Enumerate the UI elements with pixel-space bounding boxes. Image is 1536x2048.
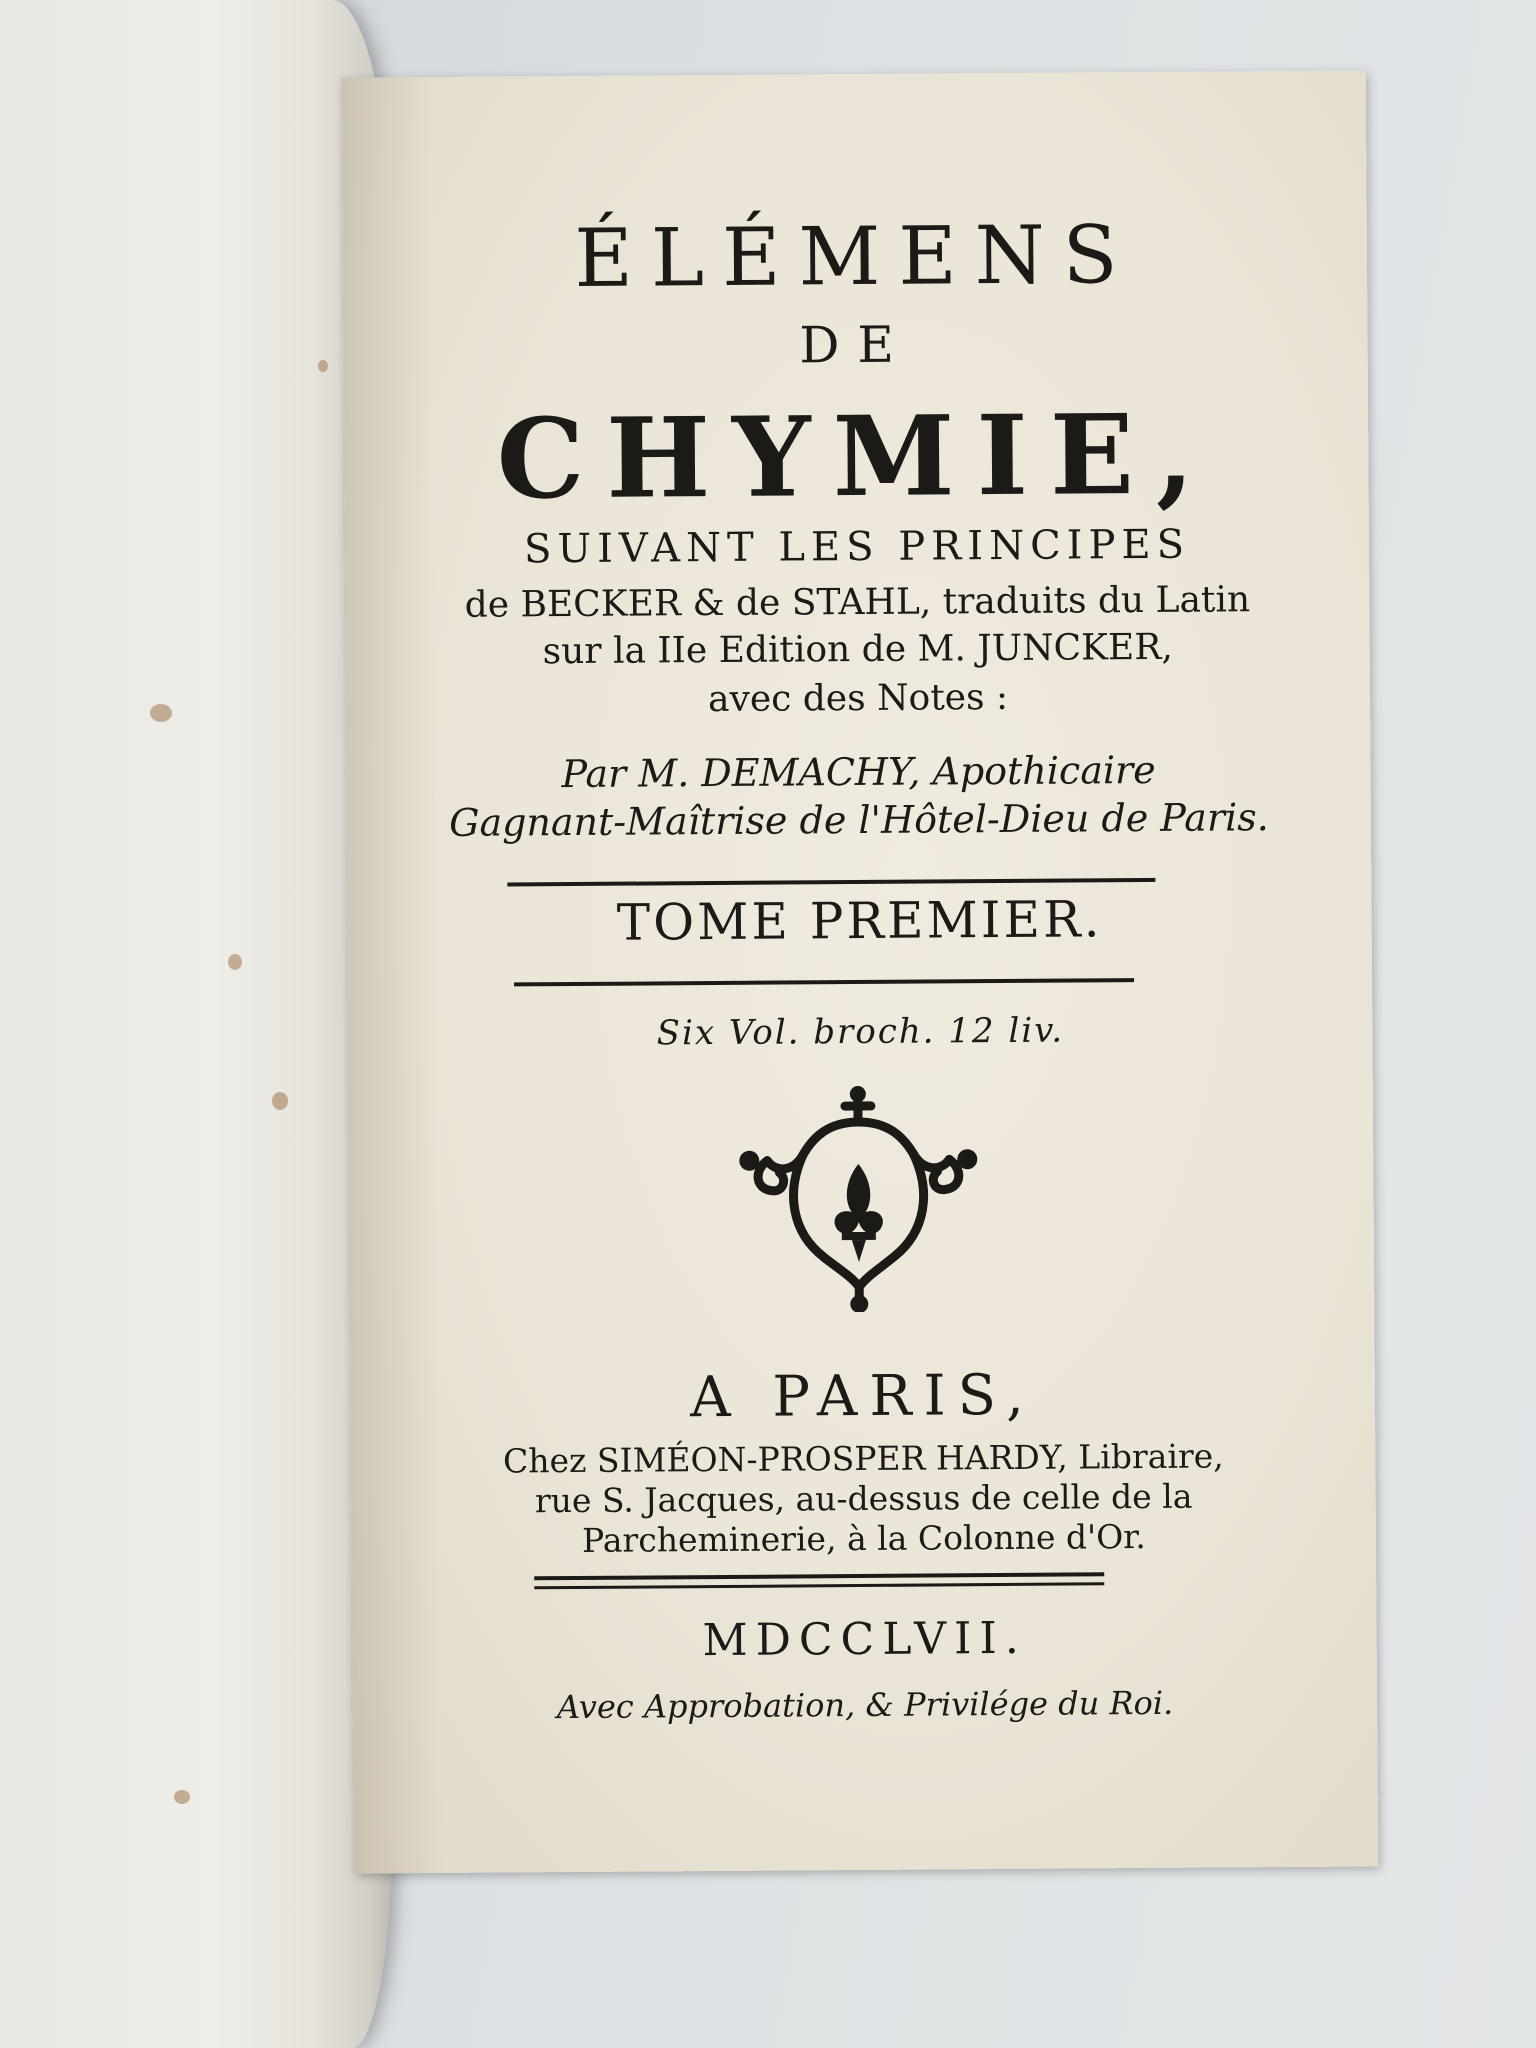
left-facing-page: [0, 0, 392, 2048]
rule-above-volume: [507, 878, 1155, 887]
rule-below-volume: [514, 978, 1134, 986]
subtitle-line-1: SUIVANT LES PRINCIPES: [523, 521, 1191, 573]
title-line-1: ÉLÉMENS: [574, 208, 1136, 305]
title-page: [342, 70, 1379, 1873]
imprint-year: MDCCLVII.: [702, 1612, 1027, 1667]
privilege-note: Avec Approbation, & Privilége du Roi.: [556, 1683, 1174, 1727]
double-rule-bottom: [534, 1582, 1104, 1589]
subtitle-line-2: de BECKER & de STAHL, traduits du Latin: [464, 579, 1251, 626]
fleur-de-lis-ornament-icon: [733, 1081, 985, 1313]
foxing-spot: [150, 704, 172, 722]
foxing-spot: [174, 1790, 190, 1804]
volume-label: TOME PREMIER.: [616, 890, 1103, 952]
subtitle-line-3: sur la IIe Edition de M. JUNCKER,: [542, 626, 1173, 673]
author-line-2: Gagnant-Maîtrise de l'Hôtel-Dieu de Paris.: [448, 795, 1269, 845]
price-note: Six Vol. broch. 12 liv.: [656, 1010, 1065, 1054]
foxing-spot: [228, 954, 242, 970]
publisher-line-1: Chez SIMÉON-PROSPER HARDY, Libraire,: [502, 1436, 1224, 1481]
title-line-2: DE: [799, 315, 913, 375]
publisher-line-3: Parcheminerie, à la Colonne d'Or.: [581, 1517, 1146, 1560]
foxing-spot: [272, 1092, 288, 1110]
author-line-1: Par M. DEMACHY, Apothicaire: [561, 747, 1156, 797]
subtitle-line-4: avec des Notes :: [707, 676, 1009, 721]
foxing-spot: [318, 360, 328, 372]
publisher-line-2: rue S. Jacques, au-dessus de celle de la: [534, 1476, 1193, 1521]
imprint-place: A PARIS,: [689, 1362, 1037, 1431]
title-line-3: CHYMIE,: [496, 389, 1217, 524]
double-rule-top: [534, 1572, 1104, 1580]
